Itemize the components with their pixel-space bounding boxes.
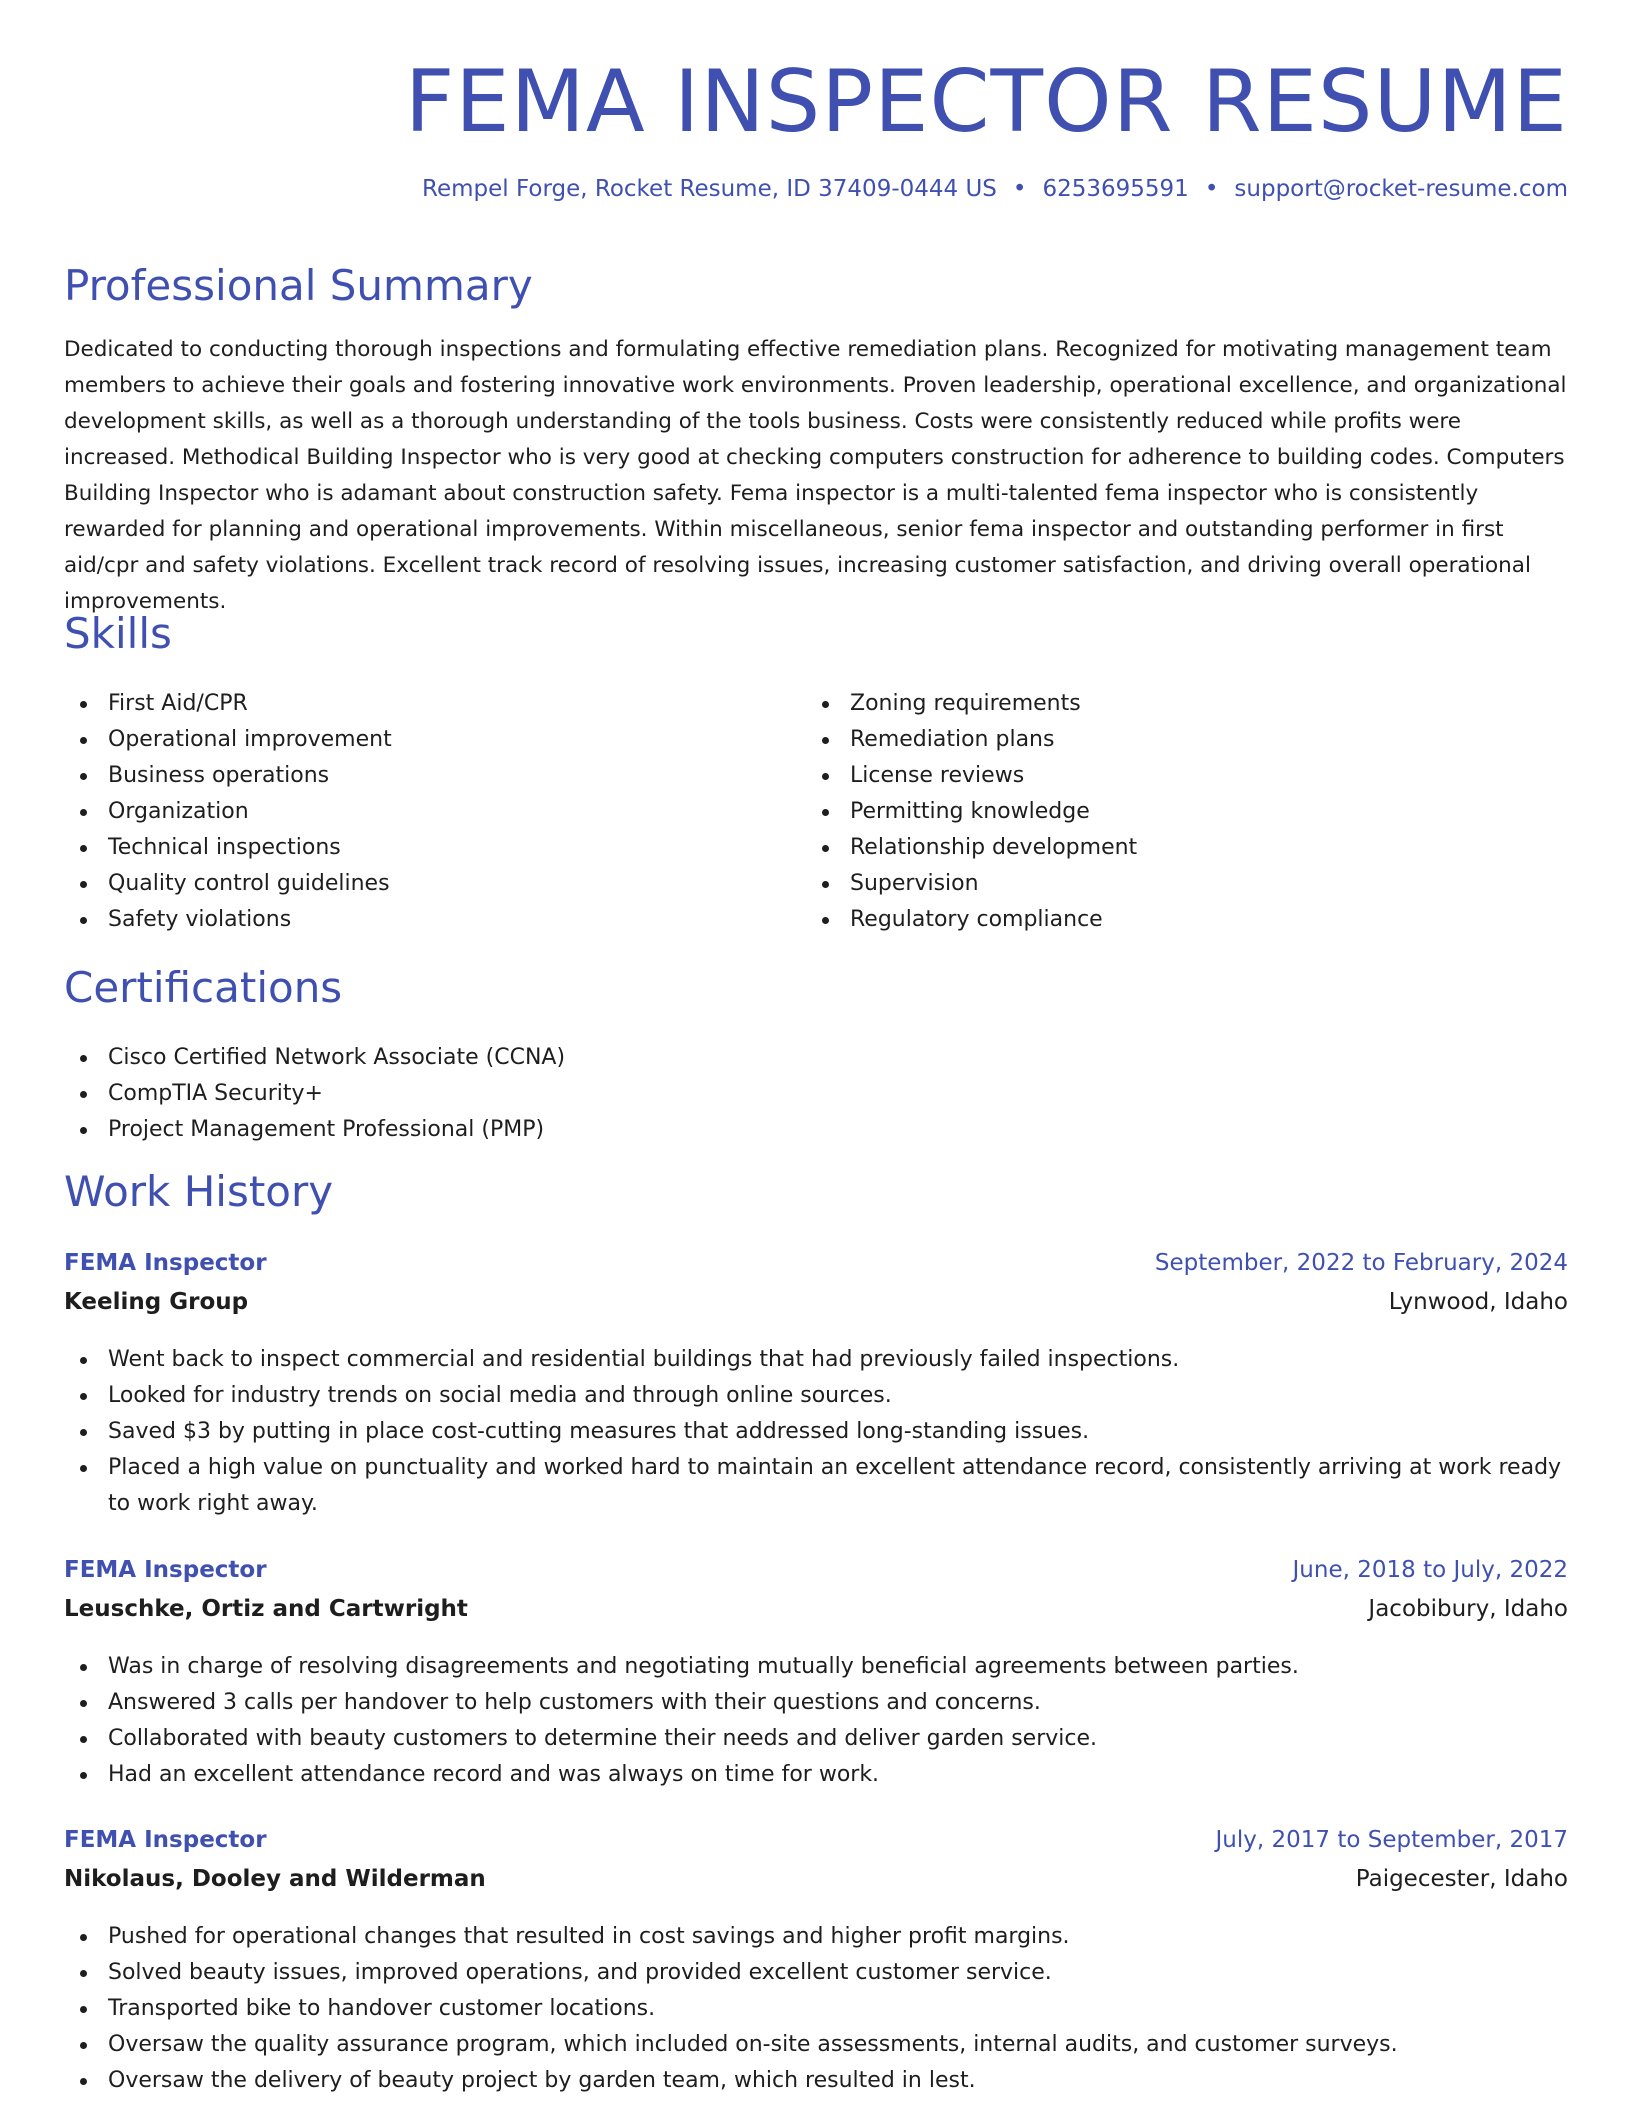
job-dates: September, 2022 to February, 2024 <box>1154 1250 1568 1276</box>
resume-title: FEMA INSPECTOR RESUME <box>404 52 1568 152</box>
job-title: FEMA Inspector <box>64 1827 267 1853</box>
certifications-heading: Certifications <box>64 963 343 1012</box>
skills-list-right <box>806 686 1506 938</box>
certifications-list <box>64 1040 1064 1148</box>
job-bullet: Saved $3 by putting in place cost-cutting measures that addressed long-standing issues. <box>64 1414 1568 1450</box>
skill-item: License reviews <box>806 758 1506 794</box>
skill-item: Quality control guidelines <box>64 866 764 902</box>
skill-item: Operational improvement <box>64 722 764 758</box>
job-company: Keeling Group <box>64 1289 249 1315</box>
job-bullets <box>64 1919 1568 2099</box>
skill-item: Remediation plans <box>806 722 1506 758</box>
skill-item: Business operations <box>64 758 764 794</box>
job-bullet: Solved beauty issues, improved operations, and provided excellent customer service. <box>64 1955 1568 1991</box>
job-entry <box>64 1250 1568 1522</box>
job-bullet: Transported bike to handover customer locations. <box>64 1991 1568 2027</box>
summary-heading: Professional Summary <box>64 261 533 310</box>
summary-text: Dedicated to conducting thorough inspections and formulating effective remediation plans. Recognized for motivating management team members to achieve their goals and fostering innovative work environments. Proven leadership, operational excellence, and organizational development skills, as well as a thorough understanding of the tools business. Costs were consistently reduced while profits were increased. Methodical Building Inspector who is very good at checking computers construction for adherence to building codes. Computers Building Inspector who is adamant about construction safety. Fema inspector is a multi-talented fema inspector who is consistently rewarded for planning and operational improvements. Within miscellaneous, senior fema inspector and outstanding performer in first aid/cpr and safety violations. Excellent track record of resolving issues, increasing customer satisfaction, and driving overall operational improvements. <box>64 337 1567 614</box>
job-title: FEMA Inspector <box>64 1557 267 1583</box>
contact-separator: • <box>1012 176 1027 202</box>
certification-item: CompTIA Security+ <box>64 1076 1064 1112</box>
certification-item: Cisco Certified Network Associate (CCNA) <box>64 1040 1064 1076</box>
skill-item: Safety violations <box>64 902 764 938</box>
job-dates: July, 2017 to September, 2017 <box>1215 1827 1568 1853</box>
job-title: FEMA Inspector <box>64 1250 267 1276</box>
job-location: Paigecester, Idaho <box>1355 1866 1568 1892</box>
skills-heading: Skills <box>64 609 172 658</box>
certification-item: Project Management Professional (PMP) <box>64 1112 1064 1148</box>
job-bullet: Was in charge of resolving disagreements and negotiating mutually beneficial agreements between parties. <box>64 1649 1568 1685</box>
contact-address: Rempel Forge, Rocket Resume, ID 37409-0444 US <box>422 176 997 202</box>
job-entry <box>64 1827 1568 2099</box>
job-company: Leuschke, Ortiz and Cartwright <box>64 1596 468 1622</box>
job-bullet: Oversaw the quality assurance program, which included on-site assessments, internal audits, and customer surveys. <box>64 2027 1568 2063</box>
job-bullet: Pushed for operational changes that resulted in cost savings and higher profit margins. <box>64 1919 1568 1955</box>
job-bullet: Answered 3 calls per handover to help customers with their questions and concerns. <box>64 1685 1568 1721</box>
skill-item: Supervision <box>806 866 1506 902</box>
skill-item: Organization <box>64 794 764 830</box>
job-bullets <box>64 1342 1568 1522</box>
resume-page <box>64 0 1568 2093</box>
job-location: Lynwood, Idaho <box>1388 1289 1568 1315</box>
job-bullet: Oversaw the delivery of beauty project by garden team, which resulted in lest. <box>64 2063 1568 2099</box>
skill-item: Zoning requirements <box>806 686 1506 722</box>
job-bullet: Collaborated with beauty customers to determine their needs and deliver garden service. <box>64 1721 1568 1757</box>
skills-list-left <box>64 686 764 938</box>
skill-item: Regulatory compliance <box>806 902 1506 938</box>
skill-item: First Aid/CPR <box>64 686 764 722</box>
job-bullet: Placed a high value on punctuality and worked hard to maintain an excellent attendance record, consistently arriving at work ready to work right away. <box>64 1450 1568 1522</box>
job-bullet: Looked for industry trends on social media and through online sources. <box>64 1378 1568 1414</box>
contact-phone: 6253695591 <box>1042 176 1189 202</box>
skill-item: Permitting knowledge <box>806 794 1506 830</box>
contact-email: support@rocket-resume.com <box>1234 176 1568 202</box>
contact-line <box>422 176 1568 202</box>
skill-item: Technical inspections <box>64 830 764 866</box>
work-history-heading: Work History <box>64 1167 334 1216</box>
job-location: Jacobibury, Idaho <box>1368 1596 1568 1622</box>
job-bullet: Went back to inspect commercial and residential buildings that had previously failed inspections. <box>64 1342 1568 1378</box>
job-company: Nikolaus, Dooley and Wilderman <box>64 1866 486 1892</box>
job-bullets <box>64 1649 1568 1793</box>
skill-item: Relationship development <box>806 830 1506 866</box>
contact-separator: • <box>1204 176 1219 202</box>
job-dates: June, 2018 to July, 2022 <box>1292 1557 1568 1583</box>
job-bullet: Had an excellent attendance record and was always on time for work. <box>64 1757 1568 1793</box>
job-entry <box>64 1557 1568 1793</box>
